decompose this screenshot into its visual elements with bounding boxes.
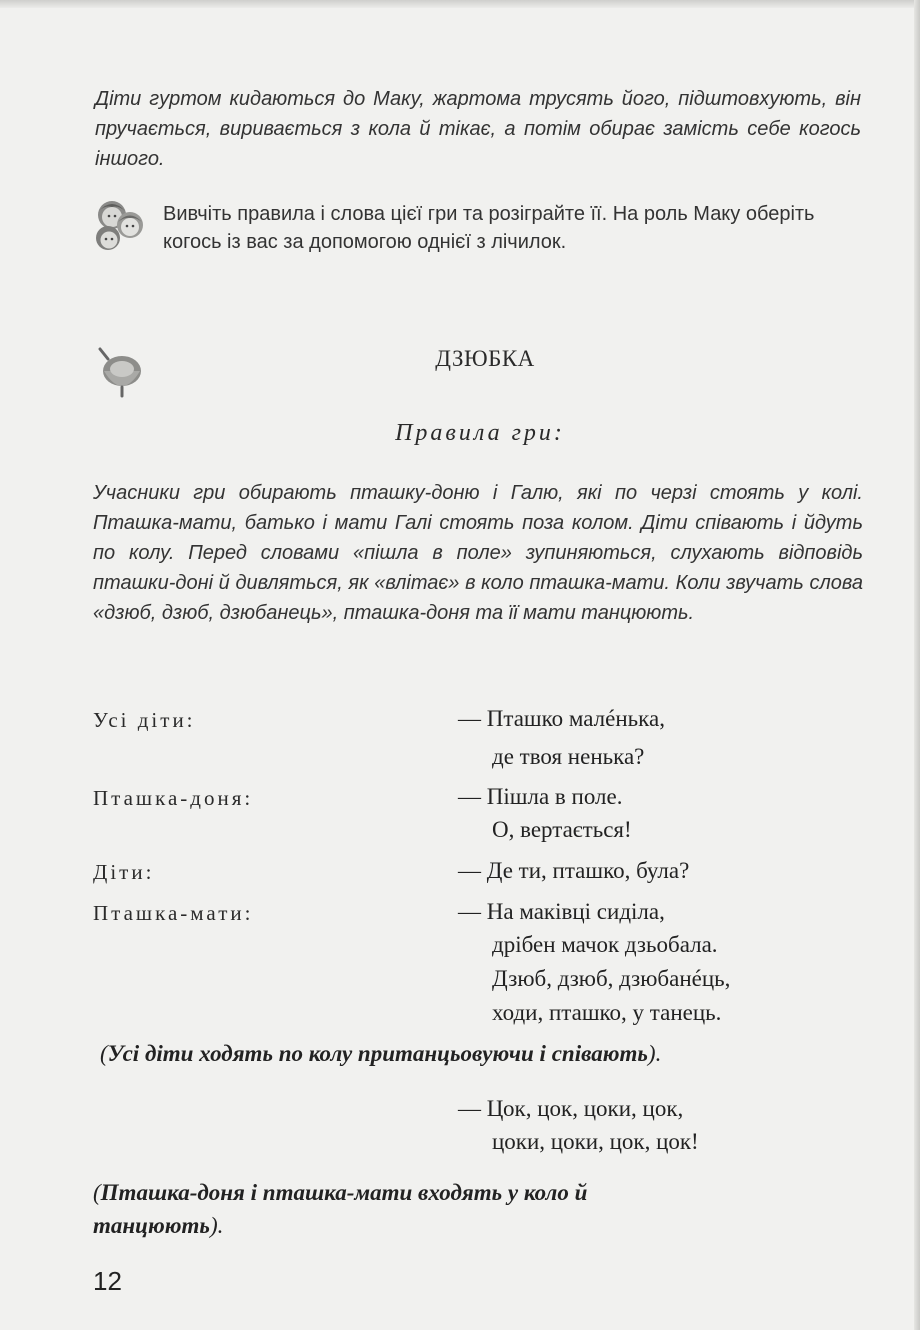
stage-paren: ). [209, 1213, 224, 1238]
stage-paren: ). [647, 1041, 662, 1066]
verse-line: — Пішла в поле. [458, 784, 623, 809]
role-bird-mother: Пташка-мати: [93, 901, 254, 925]
stage-text: танцюють [93, 1213, 210, 1238]
page-number: 12 [93, 1266, 122, 1296]
game-title: ДЗЮБКА [435, 346, 535, 371]
page-right-edge [914, 0, 920, 1330]
stage-text: Пташка-доня і пташка-мати входять у коло й [100, 1180, 588, 1205]
verse-line: — Цок, цок, цоки, цок, [458, 1096, 684, 1121]
intro-paragraph: Діти гуртом кидаються до Маку, жартома трусять його, підштовхують, він пручається, виривається з кола й тікає, а потім обирає замість себе когось іншого. [95, 88, 861, 170]
stage-paren: ( [93, 1180, 101, 1205]
role-bird-daughter: Пташка-доня: [93, 786, 254, 810]
task-paragraph: Вивчіть правила і слова цієї гри та розіграйте її. На роль Маку оберіть когось із вас за допомогою однієї з лічилок. [163, 203, 815, 253]
stage-direction [93, 1180, 863, 1206]
stage-text: Усі діти ходять по колу пританцьовуючи і співають [107, 1041, 648, 1066]
verse-line: О, вертається! [492, 817, 632, 842]
page-top-edge [0, 0, 920, 8]
role-children: Діти: [93, 860, 155, 884]
verse-line: дрібен мачок дзьобала. [492, 932, 718, 957]
verse-line: — На маківці сиділа, [458, 899, 665, 924]
role-all-children: Усі діти: [93, 708, 196, 732]
stage-paren: ( [100, 1041, 108, 1066]
children-faces-icon [92, 195, 150, 257]
rules-heading: Правила гри: [395, 420, 565, 446]
stage-direction [100, 1041, 661, 1067]
rules-paragraph: Учасники гри обирають пташку-доню і Галю, які по черзі стоять у колі. Пташка-мати, батько і мати Галі стоять поза колом. Діти співають і йдуть по колу. Перед словами «пішла в поле» зупиняються, слухають відповідь пташки-доні й дивляться, як «влітає» в коло пташка-мати. Коли звучать слова «дзюб, дзюб, дзюбанець», пташка-доня та її мати танцюють. [93, 482, 863, 624]
verse-line: — Де ти, пташко, була? [458, 858, 690, 883]
stage-direction-cont [93, 1213, 223, 1239]
verse-line: ходи, пташко, у танець. [492, 1000, 722, 1025]
verse-line: — Пташко малéнька, [458, 706, 665, 731]
verse-line: цоки, цоки, цок, цок! [492, 1129, 699, 1154]
verse-line: Дзюб, дзюб, дзюбанéць, [492, 966, 731, 991]
verse-line: де твоя ненька? [492, 744, 645, 769]
